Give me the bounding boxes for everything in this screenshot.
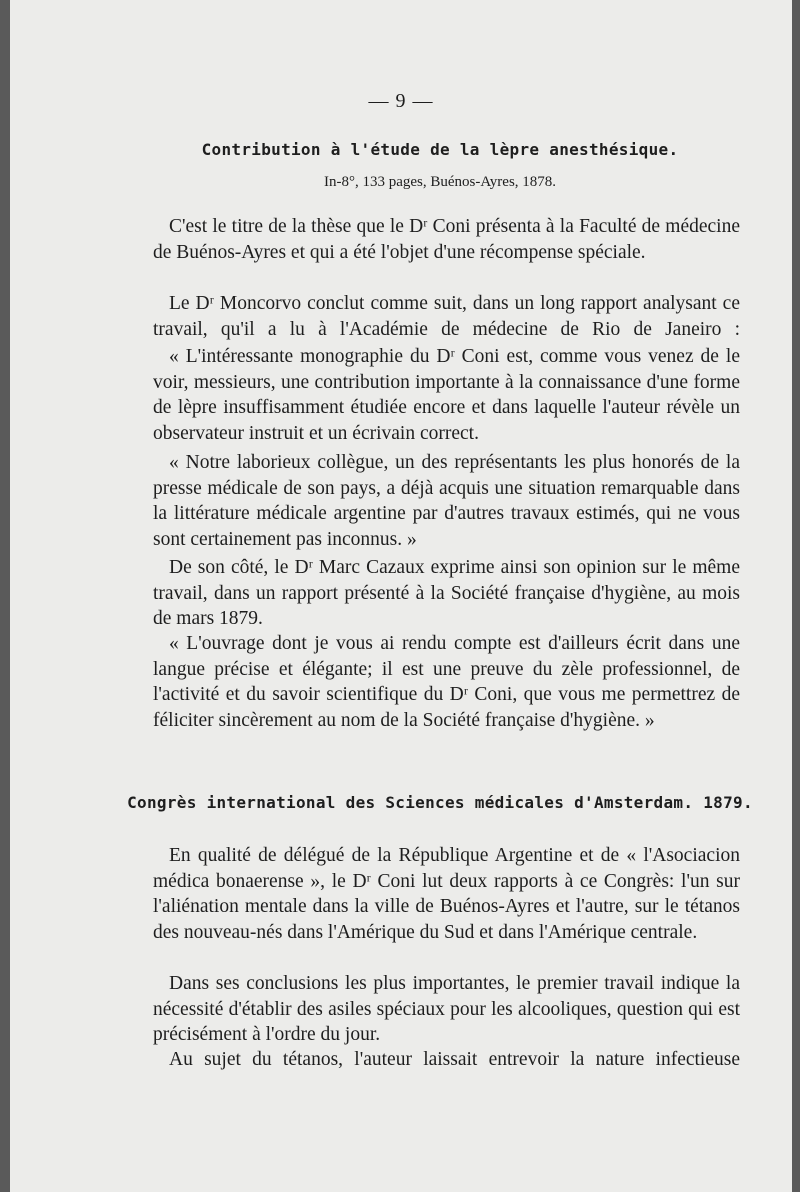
- section-title-lepre: Contribution à l'étude de la lèpre anesthésique.: [201, 140, 679, 159]
- paragraph-6: « L'ouvrage dont je vous ai rendu compte est d'ailleurs écrit dans une langue précise et élégante; il est une preuve du zèle professionnel, de l'activité et du savoir scientifique du Dʳ Coni, que vous me permettrez de féliciter sincèrement au nom de la Société française d'hygiène. »: [153, 633, 740, 731]
- section-subtitle-lepre: In-8°, 133 pages, Buénos-Ayres, 1878.: [323, 174, 557, 190]
- paragraph-2: Le Dʳ Moncorvo conclut comme suit, dans un long rapport analysant ce travail, qu'il a lu à l'Académie de médecine de Rio de Janeiro :: [153, 293, 740, 340]
- book-page: [10, 0, 792, 1192]
- paragraph-5: De son côté, le Dʳ Marc Cazaux exprime ainsi son opinion sur le même travail, dans un rapport présenté à la Société française d'hygiène, au mois de mars 1879.: [153, 557, 740, 630]
- paragraph-9: Au sujet du tétanos, l'auteur laissait entrevoir la nature infectieuse: [169, 1049, 740, 1070]
- paragraph-4: « Notre laborieux collègue, un des représentants les plus honorés de la presse médicale de son pays, a déjà acquis une situation remarquable dans la littérature médicale argentine par d'autres travaux estimés, qui ne vous sont certainement pas inconnus. »: [153, 452, 740, 550]
- paragraph-8: Dans ses conclusions les plus importantes, le premier travail indique la nécessité d'établir des asiles spéciaux pour les alcooliques, question qui est précisément à l'ordre du jour.: [153, 973, 740, 1046]
- paragraph-3: « L'intéressante monographie du Dʳ Coni est, comme vous venez de le voir, messieurs, une contribution importante à la connaissance d'une forme de lèpre insuffisamment étudiée encore et dans laquelle l'auteur révèle un observateur instruit et un écrivain correct.: [153, 346, 740, 444]
- paragraph-1: C'est le titre de la thèse que le Dʳ Coni présenta à la Faculté de médecine de Buénos-Ayres et qui a été l'objet d'une récompense spéciale.: [153, 216, 740, 263]
- page-number: — 9 —: [368, 90, 434, 112]
- section-title-congres: Congrès international des Sciences médicales d'Amsterdam. 1879.: [127, 793, 753, 812]
- paragraph-7: En qualité de délégué de la République Argentine et de « l'Asociacion médica bonaerense », le Dʳ Coni lut deux rapports à ce Congrès: l'un sur l'aliénation mentale dans la ville de Buénos-Ayres et l'autre, sur le tétanos des nouveau-nés dans l'Amérique du Sud et dans l'Amérique centrale.: [153, 845, 740, 943]
